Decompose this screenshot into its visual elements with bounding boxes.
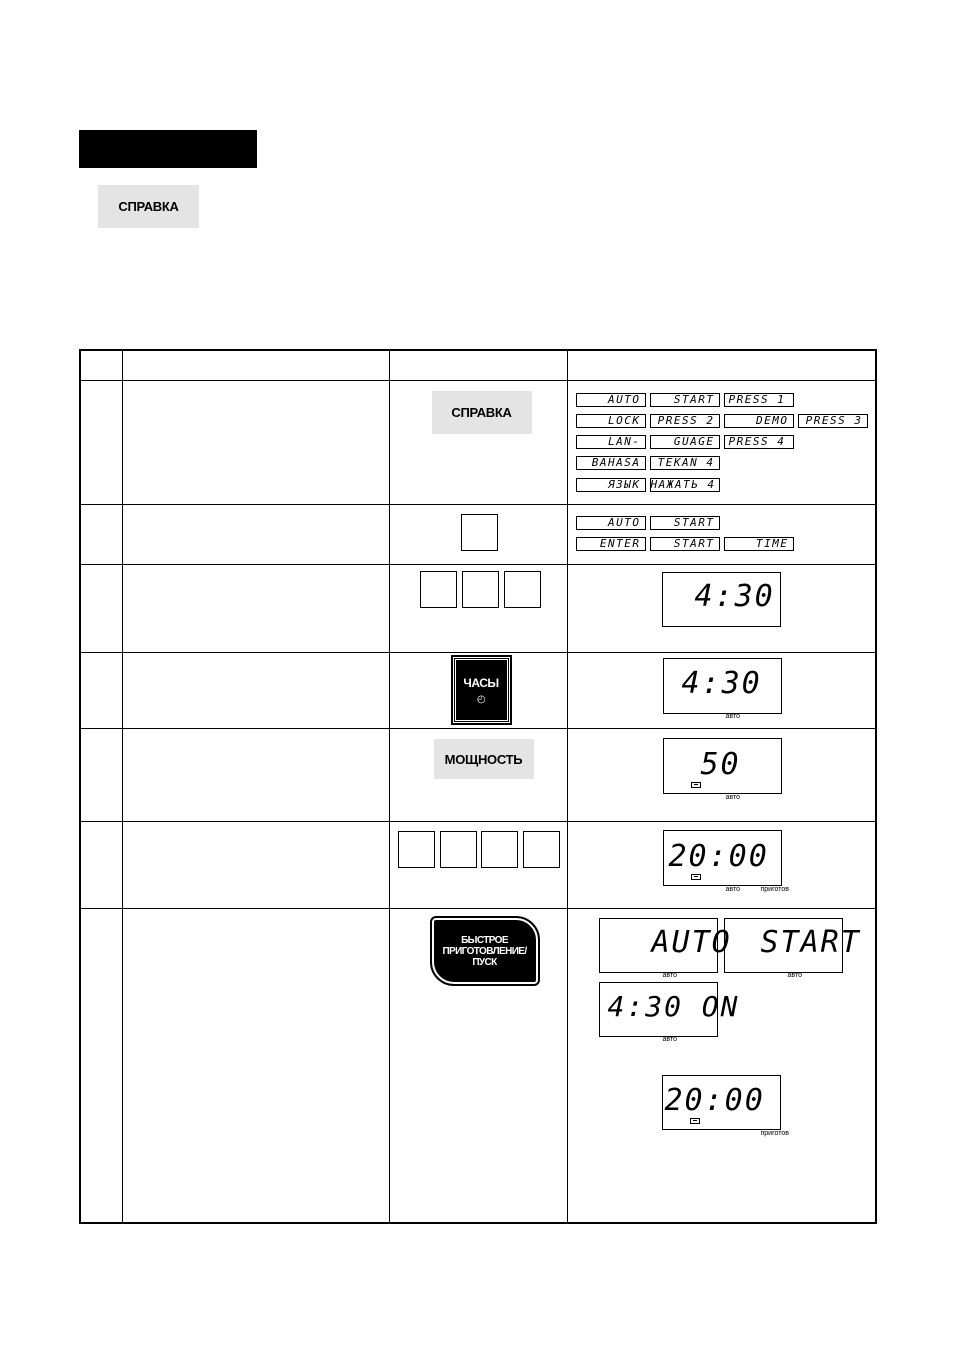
lcd-value: 4:30 ON (607, 990, 740, 1023)
display-cell (567, 909, 876, 1223)
table-header-row (80, 350, 876, 381)
step-number (80, 729, 122, 822)
segment: BAHASA (576, 456, 646, 470)
step-description (122, 505, 389, 565)
lcd-display (662, 572, 781, 627)
step-description (122, 565, 389, 653)
lcd-label-auto: авто (725, 713, 740, 720)
segment: PRESS 2 (650, 414, 720, 428)
step-number (80, 909, 122, 1223)
lcd-value: START (760, 925, 861, 960)
lcd-display (663, 658, 782, 714)
display-cell (567, 505, 876, 565)
step-number (80, 381, 122, 505)
microwave-icon (690, 1118, 700, 1124)
quick-start-key: БЫСТРОЕ ПРИГОТОВЛЕНИЕ/ ПУСК (432, 918, 538, 984)
step-number (80, 653, 122, 729)
segment: TIME (724, 537, 794, 551)
segment: ЯЗЫК (576, 478, 646, 492)
table-row-3 (80, 565, 876, 653)
col-header-display (567, 350, 876, 381)
help-key: СПРАВКА (432, 391, 532, 434)
segment: PRESS 3 (798, 414, 868, 428)
display-cell (567, 653, 876, 729)
segment: START (650, 393, 720, 407)
segment: LAN- (576, 435, 646, 449)
display-cell (567, 822, 876, 909)
table-row-7 (80, 909, 876, 1223)
key-cell (389, 822, 567, 909)
segment: TEKAN 4 (650, 456, 720, 470)
table-row-1 (80, 381, 876, 505)
col-header-action (122, 350, 389, 381)
number-key (398, 831, 435, 868)
lcd-label-auto: авто (725, 794, 740, 801)
clock-key-label: ЧАСЫ (463, 675, 499, 690)
step-description (122, 653, 389, 729)
lcd-label-auto: авто (662, 1036, 677, 1043)
segment: START (650, 516, 720, 530)
segment: PRESS 1 (724, 393, 794, 407)
key-cell (389, 565, 567, 653)
key-cell (389, 381, 567, 505)
lcd-value: 4:30 (681, 666, 762, 701)
segment: START (650, 537, 720, 551)
lcd-display (662, 1075, 781, 1130)
segment: AUTO (576, 516, 646, 530)
microwave-icon (691, 874, 701, 880)
lcd-value: 20:00 (668, 839, 769, 874)
step-description (122, 909, 389, 1223)
lcd-value: AUTO (651, 925, 732, 960)
lcd-value: 20:00 (664, 1083, 765, 1118)
lcd-label-cooking: приготов (760, 886, 789, 893)
segment: DEMO (724, 414, 794, 428)
table-row-5 (80, 729, 876, 822)
number-key (440, 831, 477, 868)
key-cell (389, 505, 567, 565)
step-number (80, 565, 122, 653)
step-description (122, 381, 389, 505)
number-key (462, 571, 499, 608)
lcd-label-auto: авто (725, 886, 740, 893)
number-key (481, 831, 518, 868)
segment: GUAGE (650, 435, 720, 449)
microwave-icon (691, 782, 701, 788)
help-key-header: СПРАВКА (98, 185, 199, 228)
lcd-display (599, 918, 732, 973)
step-description (122, 729, 389, 822)
segment: НАЖАТЬ 4 (650, 478, 720, 492)
lcd-value: 50 (700, 747, 741, 782)
segment: PRESS 4 (724, 435, 794, 449)
steps-table (79, 349, 877, 1224)
table-row-6 (80, 822, 876, 909)
number-key (420, 571, 457, 608)
section-title-bar (79, 130, 257, 168)
segment: ENTER (576, 537, 646, 551)
key-cell (389, 653, 567, 729)
clock-icon: ◴ (476, 693, 486, 705)
table-row-4 (80, 653, 876, 729)
lcd-label-cooking: приготов (760, 1130, 789, 1137)
segment: LOCK (576, 414, 646, 428)
display-cell (567, 565, 876, 653)
lcd-display (599, 982, 740, 1037)
lcd-display (663, 738, 782, 794)
step-description (122, 822, 389, 909)
lcd-value: 4:30 (694, 579, 775, 614)
table-row-2 (80, 505, 876, 565)
clock-key (453, 657, 510, 723)
key-cell (389, 909, 567, 1223)
step-number (80, 822, 122, 909)
display-cell (567, 729, 876, 822)
col-header-step (80, 350, 122, 381)
col-header-key (389, 350, 567, 381)
segment: AUTO (576, 393, 646, 407)
lcd-display (663, 830, 782, 886)
lcd-display (724, 918, 861, 973)
step-number (80, 505, 122, 565)
power-key: МОЩНОСТЬ (434, 739, 534, 779)
lcd-label-auto: авто (787, 972, 802, 979)
key-cell (389, 729, 567, 822)
number-key (523, 831, 560, 868)
number-key (504, 571, 541, 608)
number-key (461, 514, 498, 551)
display-cell (567, 381, 876, 505)
lcd-label-auto: авто (662, 972, 677, 979)
